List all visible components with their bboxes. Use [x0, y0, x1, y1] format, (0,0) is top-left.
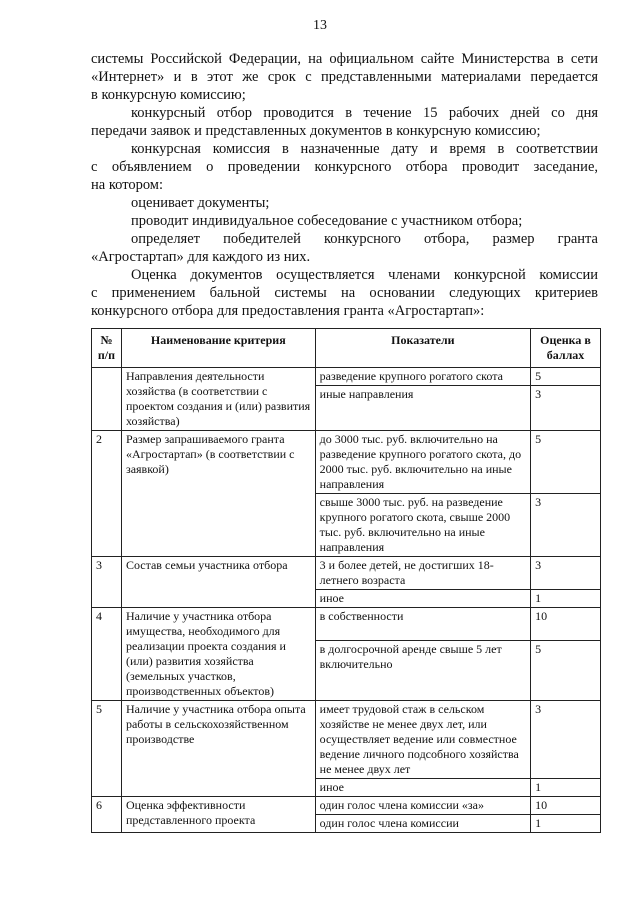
header-number: № п/п	[92, 329, 122, 368]
score-cell: 3	[531, 386, 601, 431]
indicator-cell: иное	[315, 590, 530, 608]
table-row	[92, 557, 601, 590]
indicator-cell: один голос члена комиссии	[315, 815, 530, 833]
paragraph-line: системы Российской Федерации, на официальном сайте Министерства в сети	[91, 51, 598, 67]
score-cell: 3	[531, 557, 601, 590]
paragraph-line: конкурсный отбор проводится в течение 15 рабочих дней со дня	[131, 105, 598, 121]
criterion-name: Размер запрашиваемого гранта «Агростартап» (в соответствии с заявкой)	[121, 431, 315, 557]
paragraph-line: «Интернет» и в этот же срок с представленными материалами передается	[91, 69, 598, 85]
criterion-number: 2	[92, 431, 122, 557]
criterion-number	[92, 368, 122, 431]
indicator-cell: 3 и более детей, не достигших 18-летнего возраста	[315, 557, 530, 590]
header-indicators: Показатели	[315, 329, 530, 368]
page-number: 13	[313, 18, 327, 33]
indicator-cell: иные направления	[315, 386, 530, 431]
indicator-cell: один голос члена комиссии «за»	[315, 797, 530, 815]
paragraph-line: определяет победителей конкурсного отбора, размер гранта	[131, 231, 598, 247]
paragraph-line: на котором:	[91, 177, 164, 193]
header-criterion: Наименование критерия	[121, 329, 315, 368]
table-header-row	[92, 329, 601, 368]
criteria-table	[91, 328, 601, 833]
criterion-name: Наличие у участника отбора опыта работы в сельскохозяйственном производстве	[121, 701, 315, 797]
criterion-number: 3	[92, 557, 122, 608]
indicator-cell: свыше 3000 тыс. руб. на разведение крупного рогатого скота, свыше 2000 тыс. руб. включительно на иные направления	[315, 494, 530, 557]
indicator-cell: до 3000 тыс. руб. включительно на разведение крупного рогатого скота, до 2000 тыс. руб. включительно на иные направления	[315, 431, 530, 494]
score-cell: 1	[531, 815, 601, 833]
criterion-number: 5	[92, 701, 122, 797]
criterion-name: Направления деятельности хозяйства (в соответствии с проектом создания и (или) развития хозяйства)	[121, 368, 315, 431]
paragraph-line: в конкурсную комиссию;	[91, 87, 246, 103]
paragraph-line: с объявлением о проведении конкурсного отбора проводит заседание,	[91, 159, 598, 175]
indicator-cell: в долгосрочной аренде свыше 5 лет включительно	[315, 640, 530, 700]
score-cell: 5	[531, 431, 601, 494]
table-row	[92, 368, 601, 386]
indicator-cell: иное	[315, 779, 530, 797]
score-cell: 3	[531, 494, 601, 557]
table-row	[92, 701, 601, 779]
paragraph-line: Оценка документов осуществляется членами конкурсной комиссии	[131, 267, 598, 283]
header-score: Оценка в баллах	[531, 329, 601, 368]
paragraph-line: конкурсного отбора для предоставления гранта «Агростартап»:	[91, 303, 485, 319]
score-cell: 1	[531, 590, 601, 608]
paragraph-line: «Агростартап» для каждого из них.	[91, 249, 311, 265]
paragraph-line: конкурсная комиссия в назначенные дату и время в соответствии	[131, 141, 598, 157]
score-cell: 10	[531, 797, 601, 815]
score-cell: 5	[531, 640, 601, 700]
criterion-number: 4	[92, 608, 122, 701]
score-cell: 10	[531, 608, 601, 641]
indicator-cell: в собственности	[315, 608, 530, 641]
paragraph-line: проводит индивидуальное собеседование с участником отбора;	[131, 213, 523, 229]
criterion-name: Оценка эффективности представленного проекта	[121, 797, 315, 833]
table-row	[92, 431, 601, 494]
criterion-name: Состав семьи участника отбора	[121, 557, 315, 608]
score-cell: 1	[531, 779, 601, 797]
table-row	[92, 608, 601, 641]
table-row	[92, 797, 601, 815]
score-cell: 3	[531, 701, 601, 779]
paragraph-line: передачи заявок и представленных документов в конкурсную комиссию;	[91, 123, 541, 139]
score-cell: 5	[531, 368, 601, 386]
paragraph-line: оценивает документы;	[131, 195, 270, 211]
indicator-cell: имеет трудовой стаж в сельском хозяйстве не менее двух лет, или осуществляет ведение или совместное ведение личного подсобного хозяйства не менее двух лет	[315, 701, 530, 779]
paragraph-line: с применением бальной системы на основании следующих критериев	[91, 285, 598, 301]
criterion-name: Наличие у участника отбора имущества, необходимого для реализации проекта создания и (или) развития хозяйства (земельных участков, производственных объектов)	[121, 608, 315, 701]
indicator-cell: разведение крупного рогатого скота	[315, 368, 530, 386]
criterion-number: 6	[92, 797, 122, 833]
